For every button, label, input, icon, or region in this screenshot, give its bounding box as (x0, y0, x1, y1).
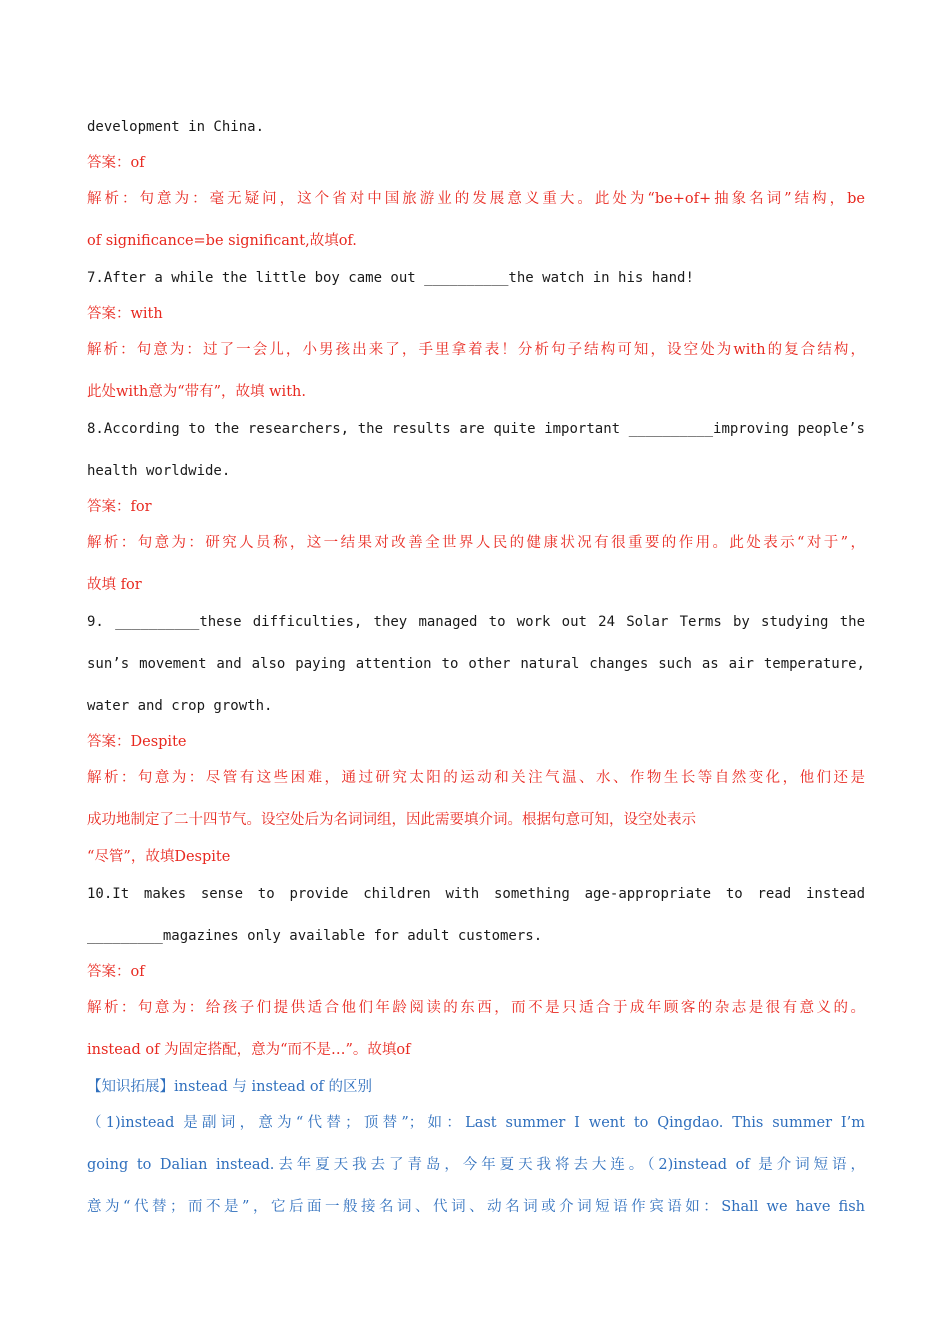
question-line: 7.After a while the little boy came out __________the watch in his hand! (87, 270, 694, 286)
knowledge-heading: 【知识拓展】instead 与 instead of 的区别 (87, 1079, 373, 1095)
answer-line: 答案：with (87, 306, 163, 322)
question-line: health worldwide. (87, 463, 231, 479)
question-line: 8.According to the researchers, the results are quite important __________improving people’s (87, 421, 865, 437)
analysis-line: instead of 为固定搭配，意为“而不是…”。故填of (87, 1042, 411, 1058)
analysis-line: 解析：句意为：毫无疑问，这个省对中国旅游业的发展意义重大。此处为“be+of+抽象名词”结构，be (87, 191, 865, 207)
analysis-line: 解析：句意为：过了一会儿，小男孩出来了，手里拿着表！分析句子结构可知，设空处为with的复合结构， (87, 342, 865, 358)
question-line: water and crop growth. (87, 698, 273, 714)
analysis-line: 此处with意为“带有”，故填 with. (87, 384, 306, 400)
question-line: sun’s movement and also paying attention to other natural changes such as air temperature, (87, 656, 865, 672)
analysis-line: 故填 for (87, 577, 142, 593)
question-line: 9. __________these difficulties, they managed to work out 24 Solar Terms by studying the (87, 614, 865, 630)
answer-line: 答案：of (87, 155, 145, 171)
analysis-line: 解析：句意为：研究人员称，这一结果对改善全世界人民的健康状况有很重要的作用。此处表示“对于”， (87, 535, 865, 551)
analysis-line: 解析：句意为：给孩子们提供适合他们年龄阅读的东西，而不是只适合于成年顾客的杂志是很有意义的。 (87, 1000, 865, 1016)
answer-line: 答案：for (87, 499, 152, 515)
analysis-line: “尽管”，故填Despite (87, 849, 231, 865)
text-line: development in China. (87, 119, 265, 135)
answer-line: 答案：Despite (87, 734, 187, 750)
question-line: _________magazines only available for adult customers. (87, 928, 543, 944)
knowledge-line: 意为“代替；而不是”，它后面一般接名词、代词、动名词或介词短语作宾语如：Shall we have fish (87, 1199, 865, 1215)
knowledge-line: going to Dalian instead.去年夏天我去了青岛，今年夏天我将去大连。（2)instead of 是介词短语， (87, 1157, 865, 1173)
analysis-line: of significance=be significant,故填of. (87, 233, 357, 249)
analysis-line: 解析：句意为：尽管有这些困难，通过研究太阳的运动和关注气温、水、作物生长等自然变化，他们还是 (87, 770, 865, 786)
answer-line: 答案：of (87, 964, 145, 980)
knowledge-line: （1)instead 是副词，意为“代替；顶替”；如：Last summer I went to Qingdao. This summer I’m (87, 1115, 865, 1131)
question-line: 10.It makes sense to provide children with something age-appropriate to read instead (87, 886, 865, 902)
analysis-line: 成功地制定了二十四节气。设空处后为名词词组，因此需要填介词。根据句意可知，设空处表示 (87, 812, 696, 828)
